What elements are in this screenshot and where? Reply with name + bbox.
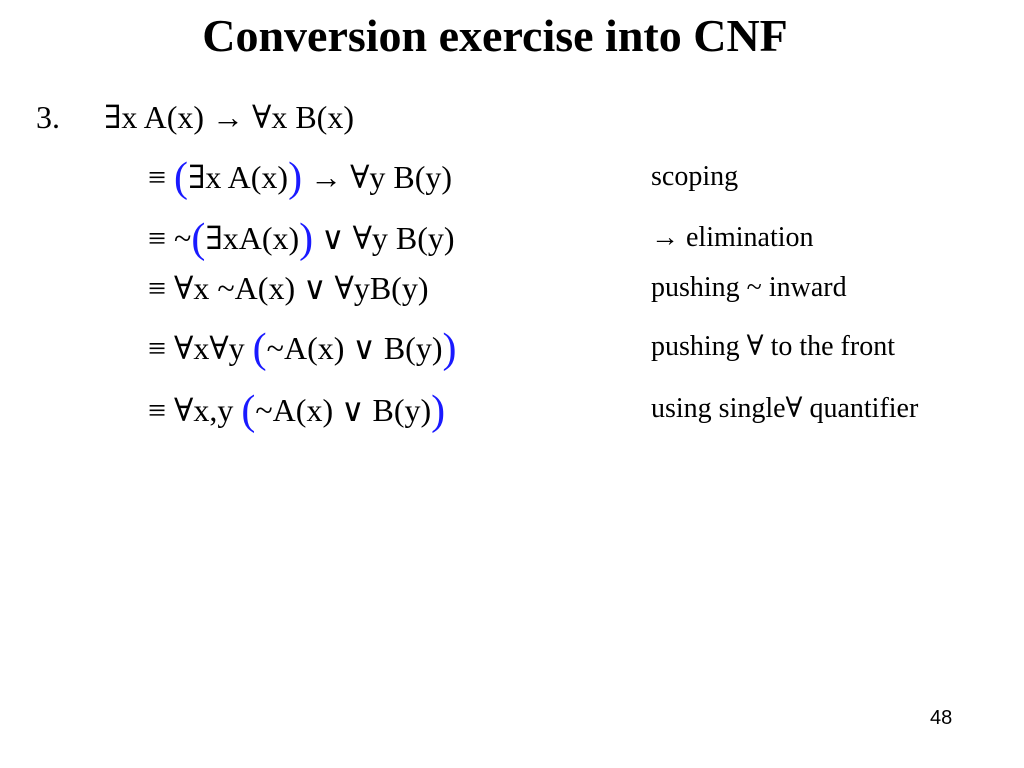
step-1-suffix: → ∀y B(y) <box>302 159 453 195</box>
step-5-close-paren: ) <box>431 388 446 434</box>
slide-title: Conversion exercise into CNF <box>202 10 788 61</box>
step-1-close-paren: ) <box>288 155 303 201</box>
step-2-note: → elimination <box>651 222 814 253</box>
step-1-note: scoping <box>651 161 739 192</box>
step-4-close-paren: ) <box>442 326 457 372</box>
step-1-inner: ∃x A(x) <box>188 159 289 195</box>
step-2-close-paren: ) <box>299 216 314 262</box>
step-2-inner: ∃xA(x) <box>205 220 300 256</box>
step-5-note: using single∀ quantifier <box>651 393 919 424</box>
page-number: 48 <box>930 707 953 729</box>
step-2-formula <box>148 216 455 262</box>
step-4-inner: ~A(x) ∨ B(y) <box>266 330 443 366</box>
step-4-prefix: ≡ ∀x∀y <box>148 330 253 366</box>
step-5-open-paren: ( <box>241 388 256 434</box>
step-4-note: pushing ∀ to the front <box>651 331 895 362</box>
step-2-suffix: ∨ ∀y B(y) <box>313 220 455 256</box>
step-2-prefix: ≡ ~ <box>148 220 192 256</box>
exercise-number: 3. <box>36 99 60 135</box>
step-4-formula <box>148 326 457 372</box>
step-5-inner: ~A(x) ∨ B(y) <box>255 392 432 428</box>
step-3-note: pushing ~ inward <box>651 272 847 303</box>
step-4-open-paren: ( <box>252 326 267 372</box>
step-2-open-paren: ( <box>191 216 206 262</box>
step-5-formula <box>148 388 446 434</box>
exercise-statement: ∃x A(x) → ∀x B(x) <box>104 99 354 135</box>
step-1-open-paren: ( <box>174 155 189 201</box>
step-1-prefix: ≡ <box>148 159 175 195</box>
step-1-formula <box>148 155 453 201</box>
step-3-formula: ≡ ∀x ~A(x) ∨ ∀yB(y) <box>148 270 429 306</box>
step-5-prefix: ≡ ∀x,y <box>148 392 242 428</box>
